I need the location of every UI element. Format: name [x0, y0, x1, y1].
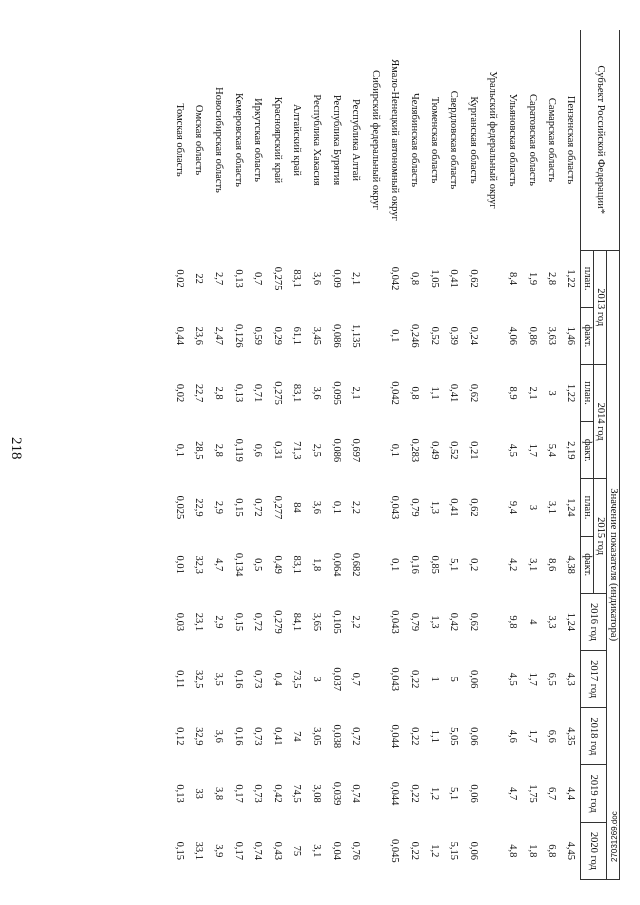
fact-2015-header: факт. — [581, 536, 594, 593]
value-cell: 0,279 — [271, 610, 283, 634]
value-cell: 4,5 — [506, 443, 518, 457]
value-cell: 0,043 — [389, 667, 401, 691]
value-cell: 8,9 — [506, 386, 518, 400]
value-cell: 4,8 — [506, 844, 518, 858]
value-cell: 0,044 — [389, 781, 401, 806]
value-cell: 33,1 — [193, 841, 205, 861]
value-cell: 4,38 — [565, 555, 577, 574]
region-name: Уральский федеральный округ — [487, 71, 499, 209]
value-cell: 1,2 — [428, 787, 440, 801]
table-row — [404, 30, 424, 880]
value-cell: 1,7 — [526, 443, 538, 457]
value-cell: 33 — [193, 788, 205, 799]
value-cell: 2,8 — [546, 272, 558, 286]
value-cell: 0,16 — [408, 555, 420, 574]
value-cell: 4,4 — [565, 787, 577, 801]
subject-name: Тюменская область — [428, 96, 440, 184]
value-cell — [483, 307, 503, 364]
table-row — [443, 30, 463, 880]
year-2013-header: 2013 год — [594, 250, 607, 364]
value-cell: 3 — [546, 390, 558, 396]
value-cell: 0,86 — [526, 326, 538, 346]
value-cell — [483, 822, 503, 879]
value-cell: 0,39 — [448, 326, 460, 346]
table-row — [385, 30, 405, 880]
table-row — [502, 30, 522, 880]
value-cell: 0,41 — [448, 498, 460, 517]
value-cell: 5,15 — [448, 841, 460, 861]
value-cell: 5,1 — [448, 558, 460, 572]
value-cell: 0,74 — [252, 841, 264, 861]
value-cell: 0,79 — [408, 498, 420, 517]
value-cell: 1,3 — [428, 500, 440, 515]
value-cell: 0,095 — [330, 381, 342, 405]
value-cell: 1,7 — [526, 729, 538, 743]
value-cell — [365, 422, 385, 479]
subject-name: Саратовская область — [526, 94, 538, 186]
value-cell: 0,15 — [232, 612, 244, 632]
subject-name: Республика Бурятия — [330, 94, 342, 186]
value-cell: 0,22 — [408, 727, 420, 746]
table-row — [561, 30, 581, 880]
value-cell: 1,22 — [565, 269, 577, 288]
value-cell: 0,8 — [408, 272, 420, 286]
value-cell: 3,6 — [310, 386, 322, 400]
value-cell: 84,1 — [291, 612, 303, 632]
value-cell: 3,65 — [310, 612, 322, 632]
value-cell: 3,08 — [310, 784, 322, 803]
value-cell: 75 — [291, 845, 303, 857]
value-cell: 4,35 — [565, 727, 577, 746]
value-cell — [483, 479, 503, 536]
subject-name: Курганская область — [467, 96, 479, 184]
value-cell: 6,7 — [546, 787, 558, 801]
value-cell: 0,85 — [428, 555, 440, 574]
value-cell: 0,277 — [271, 495, 283, 520]
value-cell: 0,72 — [252, 498, 264, 517]
value-cell: 0,13 — [232, 383, 244, 403]
value-cell: 3,1 — [546, 500, 558, 515]
document-code: 27031269.doc — [610, 811, 619, 862]
value-cell: 0,74 — [350, 784, 362, 803]
value-cell: 4,5 — [506, 672, 518, 686]
subject-name: Ульяновская область — [506, 93, 518, 187]
value-cell: 32,3 — [193, 555, 205, 574]
value-cell: 3,45 — [310, 326, 322, 346]
value-cell: 3,63 — [546, 326, 558, 346]
region-name: Сибирский федеральный округ — [369, 70, 381, 210]
value-cell: 1,75 — [526, 784, 538, 803]
value-cell: 3 — [310, 676, 322, 682]
value-cell: 0,086 — [330, 438, 342, 463]
table-row — [208, 30, 228, 880]
value-cell: 2,19 — [565, 441, 577, 460]
value-cell: 84 — [291, 502, 303, 513]
table-row — [306, 30, 326, 880]
value-cell: 4,6 — [506, 729, 518, 743]
value-cell: 0,7 — [252, 272, 264, 286]
value-cell — [365, 250, 385, 307]
value-cell: 0,086 — [330, 324, 342, 348]
value-cell: 0,1 — [389, 558, 401, 572]
value-cell: 9,4 — [506, 500, 518, 515]
value-cell: 73,5 — [291, 669, 303, 689]
subject-name: Свердловская область — [448, 90, 460, 190]
value-cell: 3,1 — [526, 558, 538, 572]
rotated-table-container — [60, 30, 620, 880]
value-cell: 22,7 — [193, 383, 205, 403]
value-cell: 8,6 — [546, 558, 558, 572]
value-cell: 0,44 — [173, 326, 185, 346]
value-cell: 0,1 — [389, 329, 401, 343]
value-cell: 1 — [428, 676, 440, 682]
value-cell: 0,7 — [350, 672, 362, 686]
value-cell — [365, 651, 385, 708]
value-cell: 71,3 — [291, 441, 303, 460]
subject-name: Челябинская область — [408, 92, 420, 188]
year-2019-header: 2019 год — [581, 765, 607, 822]
table-row — [424, 30, 444, 880]
value-cell: 0,42 — [448, 612, 460, 632]
value-cell: 2,47 — [213, 326, 225, 346]
value-cell: 0,41 — [271, 727, 283, 746]
value-cell: 0,13 — [232, 269, 244, 288]
value-cell: 0,41 — [448, 269, 460, 288]
table-row — [541, 30, 561, 880]
value-cell: 6,5 — [546, 672, 558, 686]
value-cell: 2,2 — [350, 615, 362, 629]
value-cell: 1,2 — [428, 844, 440, 858]
value-cell: 0,15 — [173, 841, 185, 861]
value-cell: 1,8 — [526, 844, 538, 858]
value-cell: 3,6 — [310, 272, 322, 286]
subject-name: Иркутская область — [252, 98, 264, 182]
value-cell: 0,037 — [330, 667, 342, 691]
value-cell: 0,13 — [173, 784, 185, 803]
value-cell: 0,41 — [448, 383, 460, 403]
value-cell — [365, 307, 385, 364]
value-cell: 32,5 — [193, 669, 205, 689]
value-cell: 0,042 — [389, 266, 401, 291]
table-row — [463, 30, 483, 880]
value-cell: 5,05 — [448, 727, 460, 746]
value-cell: 2,5 — [310, 443, 322, 457]
value-cell: 0,6 — [252, 443, 264, 457]
value-cell: 0,5 — [252, 558, 264, 572]
value-cell: 9,8 — [506, 615, 518, 629]
value-cell: 6,6 — [546, 729, 558, 743]
plan-2015-header: план. — [581, 479, 594, 536]
value-cell: 3,5 — [213, 672, 225, 686]
value-cell: 1,135 — [350, 324, 362, 348]
value-cell: 0,025 — [173, 495, 185, 520]
value-cell: 0,2 — [467, 558, 479, 572]
value-cell: 3,6 — [310, 500, 322, 515]
value-cell: 0,126 — [232, 324, 244, 348]
value-cell: 0,01 — [173, 555, 185, 574]
value-cell: 0,16 — [232, 727, 244, 746]
value-cell: 0,03 — [173, 612, 185, 632]
year-2016-header: 2016 год — [581, 593, 607, 650]
value-cell: 0,043 — [389, 495, 401, 520]
subject-name: Алтайский край — [291, 103, 303, 177]
value-cell: 0,1 — [330, 500, 342, 515]
fact-2013-header: факт. — [581, 307, 594, 364]
value-cell: 0,8 — [408, 386, 420, 400]
value-cell: 1,22 — [565, 383, 577, 403]
value-cell: 23,6 — [193, 326, 205, 346]
table-row — [345, 30, 365, 880]
year-2017-header: 2017 год — [581, 651, 607, 708]
value-cell: 5,1 — [448, 787, 460, 801]
region-row — [483, 30, 503, 880]
value-cell: 0,11 — [173, 670, 185, 689]
value-cell: 2,8 — [213, 386, 225, 400]
value-cell: 0,044 — [389, 724, 401, 749]
value-cell: 0,039 — [330, 781, 342, 806]
value-cell — [483, 422, 503, 479]
value-cell: 3,6 — [213, 729, 225, 743]
value-cell — [483, 536, 503, 593]
value-cell — [365, 364, 385, 421]
value-cell: 0,71 — [252, 383, 264, 403]
table-row — [228, 30, 248, 880]
value-cell: 0,697 — [350, 438, 362, 463]
value-cell: 4,2 — [506, 558, 518, 572]
value-cell: 0,038 — [330, 724, 342, 749]
value-cell: 5,4 — [546, 443, 558, 457]
value-cell: 3,9 — [213, 844, 225, 858]
value-cell: 4,3 — [565, 672, 577, 686]
table-row — [169, 30, 189, 880]
value-cell: 28,5 — [193, 441, 205, 460]
value-cell: 0,73 — [252, 784, 264, 803]
value-cell: 0,1 — [173, 443, 185, 457]
value-cell: 0,62 — [467, 498, 479, 517]
value-cell: 1,9 — [526, 272, 538, 286]
value-cell: 0,045 — [389, 839, 401, 863]
value-cell: 22,9 — [193, 498, 205, 517]
value-cell: 1,24 — [565, 612, 577, 632]
subject-name: Республика Алтай — [350, 98, 362, 181]
table-row — [522, 30, 542, 880]
subject-name: Ямало-Ненецкий автономный округ — [389, 59, 401, 221]
value-cell: 0,76 — [350, 841, 362, 861]
value-cell: 0,682 — [350, 552, 362, 577]
value-cell: 3 — [526, 504, 538, 511]
value-cell: 4,06 — [506, 326, 518, 346]
indicator-table — [169, 30, 620, 880]
value-cell: 1,46 — [565, 326, 577, 346]
value-cell: 0,49 — [271, 555, 283, 574]
value-cell: 83,1 — [291, 383, 303, 403]
plan-2014-header: план. — [581, 364, 594, 421]
value-cell: 0,06 — [467, 669, 479, 689]
table-row — [247, 30, 267, 880]
value-cell: 0,06 — [467, 784, 479, 803]
value-cell: 0,29 — [271, 326, 283, 346]
value-cell: 0,62 — [467, 612, 479, 632]
value-cell: 32,9 — [193, 727, 205, 746]
value-cell: 0,17 — [232, 841, 244, 861]
value-cell: 0,1 — [389, 443, 401, 457]
subject-header: Субъект Российской Федерации* — [581, 30, 620, 250]
indicator-header: Значение показателя (индикатора) — [607, 250, 620, 880]
value-cell: 0,22 — [408, 784, 420, 803]
value-cell: 3,1 — [310, 844, 322, 858]
value-cell: 1,05 — [428, 269, 440, 288]
value-cell: 83,1 — [291, 269, 303, 288]
table-row — [267, 30, 287, 880]
value-cell: 0,21 — [467, 441, 479, 460]
page-number: 218 — [8, 437, 24, 460]
subject-name: Республика Хакасия — [310, 94, 322, 186]
value-cell: 4,7 — [213, 558, 225, 572]
value-cell: 0,62 — [467, 383, 479, 403]
year-2014-header: 2014 год — [594, 364, 607, 478]
value-cell: 0,042 — [389, 381, 401, 405]
subject-name: Новосибирская область — [213, 87, 225, 193]
value-cell: 0,52 — [448, 441, 460, 460]
value-cell — [483, 593, 503, 650]
value-cell: 23,1 — [193, 612, 205, 632]
value-cell: 61,1 — [291, 326, 303, 346]
subject-name: Самарская область — [546, 97, 558, 183]
table-body — [169, 30, 580, 880]
value-cell: 0,134 — [232, 552, 244, 577]
value-cell: 0,15 — [232, 498, 244, 517]
value-cell: 2,9 — [213, 615, 225, 629]
value-cell: 0,04 — [330, 841, 342, 861]
value-cell: 74,5 — [291, 784, 303, 803]
value-cell: 1,1 — [428, 386, 440, 400]
value-cell: 0,22 — [408, 669, 420, 689]
table-row — [189, 30, 209, 880]
value-cell: 0,79 — [408, 612, 420, 632]
value-cell: 0,16 — [232, 669, 244, 689]
value-cell: 0,06 — [467, 727, 479, 746]
value-cell: 22 — [193, 273, 205, 284]
value-cell: 0,22 — [408, 841, 420, 861]
value-cell: 0,72 — [350, 727, 362, 746]
value-cell: 8,4 — [506, 272, 518, 286]
value-cell: 3,3 — [546, 615, 558, 629]
value-cell: 0,246 — [408, 324, 420, 348]
value-cell: 0,52 — [428, 326, 440, 346]
value-cell: 0,24 — [467, 326, 479, 346]
subject-name: Красноярский край — [271, 96, 283, 184]
region-row — [365, 30, 385, 880]
value-cell: 0,275 — [271, 266, 283, 291]
value-cell: 0,4 — [271, 672, 283, 686]
value-cell: 0,73 — [252, 669, 264, 689]
value-cell: 1,3 — [428, 615, 440, 629]
value-cell — [365, 822, 385, 879]
value-cell — [365, 536, 385, 593]
value-cell — [365, 593, 385, 650]
year-2020-header: 2020 год — [581, 822, 607, 879]
value-cell: 1,1 — [428, 729, 440, 743]
value-cell — [365, 479, 385, 536]
value-cell: 0,043 — [389, 610, 401, 634]
table-row — [326, 30, 346, 880]
value-cell: 0,72 — [252, 612, 264, 632]
value-cell: 0,17 — [232, 784, 244, 803]
value-cell: 0,064 — [330, 552, 342, 577]
value-cell: 2,7 — [213, 272, 225, 286]
value-cell: 3,8 — [213, 787, 225, 801]
value-cell: 0,42 — [271, 784, 283, 803]
value-cell: 0,62 — [467, 269, 479, 288]
value-cell: 1,8 — [310, 558, 322, 572]
value-cell: 0,06 — [467, 841, 479, 861]
value-cell: 2,1 — [526, 386, 538, 400]
year-2015-header: 2015 год — [594, 479, 607, 593]
value-cell: 4,7 — [506, 787, 518, 801]
value-cell: 74 — [291, 731, 303, 742]
value-cell — [483, 651, 503, 708]
value-cell: 83,1 — [291, 555, 303, 574]
value-cell: 0,105 — [330, 610, 342, 634]
value-cell: 0,02 — [173, 269, 185, 288]
fact-2014-header: факт. — [581, 422, 594, 479]
value-cell: 1,7 — [526, 672, 538, 686]
year-2018-header: 2018 год — [581, 708, 607, 765]
subject-name: Томская область — [173, 103, 185, 177]
value-cell: 0,275 — [271, 381, 283, 405]
subject-name: Омская область — [193, 104, 205, 176]
value-cell: 5 — [448, 676, 460, 682]
value-cell: 0,12 — [173, 727, 185, 746]
value-cell: 2,8 — [213, 443, 225, 457]
value-cell: 0,119 — [232, 438, 244, 462]
value-cell: 6,8 — [546, 844, 558, 858]
value-cell: 0,43 — [271, 841, 283, 861]
value-cell: 0,59 — [252, 326, 264, 346]
value-cell — [365, 765, 385, 822]
value-cell — [483, 250, 503, 307]
value-cell: 2,2 — [350, 500, 362, 515]
value-cell: 3,05 — [310, 727, 322, 746]
value-cell: 0,283 — [408, 438, 420, 463]
value-cell: 0,02 — [173, 383, 185, 403]
value-cell: 2,9 — [213, 500, 225, 515]
value-cell — [483, 765, 503, 822]
value-cell: 4 — [526, 619, 538, 625]
value-cell — [365, 708, 385, 765]
value-cell: 2,1 — [350, 272, 362, 286]
value-cell: 0,09 — [330, 269, 342, 288]
value-cell — [483, 708, 503, 765]
value-cell: 0,49 — [428, 441, 440, 460]
value-cell: 4,45 — [565, 841, 577, 861]
value-cell: 0,73 — [252, 727, 264, 746]
value-cell: 1,24 — [565, 498, 577, 517]
value-cell: 0,31 — [271, 441, 283, 460]
table-row — [287, 30, 307, 880]
subject-name: Пензенская область — [565, 95, 577, 185]
value-cell: 2,1 — [350, 386, 362, 400]
value-cell — [483, 364, 503, 421]
subject-name: Кемеровская область — [232, 93, 244, 187]
plan-2013-header: план. — [581, 250, 594, 307]
